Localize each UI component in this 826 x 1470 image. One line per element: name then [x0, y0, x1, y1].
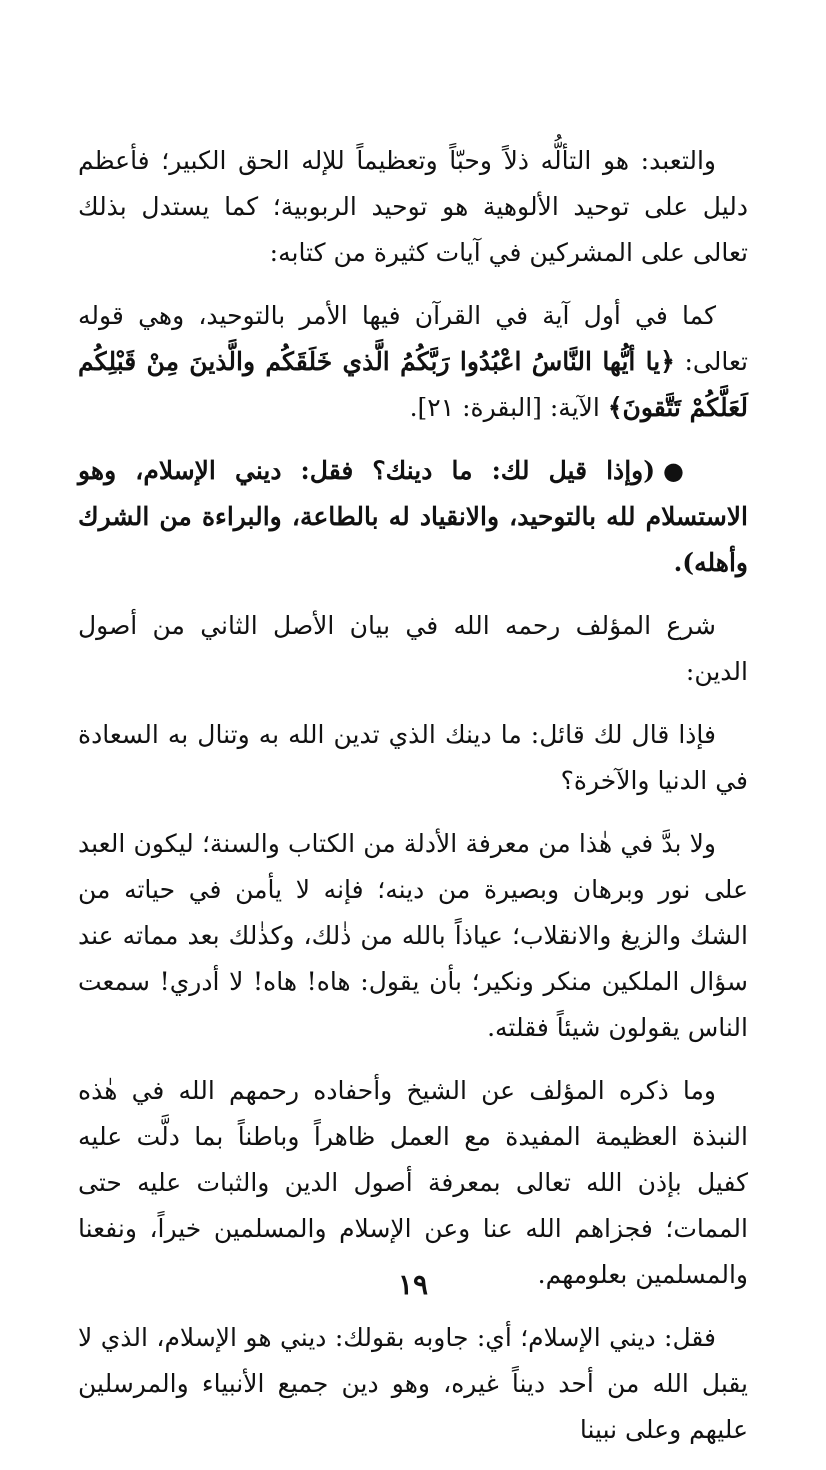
- verse-intro-text: كما في أول آية في القرآن فيها الأمر بالتوحيد، وهي قوله تعالى:: [78, 301, 749, 376]
- paragraph-worship-definition: والتعبد: هو التألُّه ذلاً وحبّاً وتعظيماً للإله الحق الكبير؛ فأعظم دليل على توحيد الألوهية هو توحيد الربوبية؛ كما يستدل بذلك تعالى على المشركين في آيات كثيرة من كتابه:: [78, 146, 748, 267]
- paragraph-evidence: ولا بدَّ في هٰذا من معرفة الأدلة من الكتاب والسنة؛ ليكون العبد على نور وبرهان وبصيرة من دينه؛ فإنه لا يأمن في حياته من الشك والزيغ والانقلاب؛ عياذاً بالله من ذٰلك، وكذٰلك بعد مماته عند سؤال الملكين منكر ونكير؛ بأن يقول: هاه! هاه! لا أدري! سمعت الناس يقولون شيئاً فقلته.: [78, 829, 748, 1042]
- verse-reference: الآية: [البقرة: ٢١].: [409, 393, 600, 422]
- bullet-icon: ●: [663, 456, 684, 485]
- paragraph-second-principle: شرع المؤلف رحمه الله في بيان الأصل الثاني من أصول الدين:: [78, 611, 748, 686]
- paragraph-author-praise: وما ذكره المؤلف عن الشيخ وأحفاده رحمهم الله في هٰذه النبذة العظيمة المفيدة مع العمل ظاهراً وباطناً بما دلَّت عليه كفيل بإذن الله تعالى بمعرفة أصول الدين والثبات عليه حتى الممات؛ فجزاهم الله عنا وعن الإسلام والمسلمين خيراً، ونفعنا والمسلمين بعلومهم.: [78, 1076, 748, 1289]
- quran-verse: ﴿يا أيُّها النَّاسُ اعْبُدُوا رَبَّكُمُ الَّذي خَلَقَكُم والَّذينَ مِنْ قَبْلِكُم لَعَلَّكُمْ تَتَّقونَ﴾: [78, 347, 748, 422]
- matn-text: (وإذا قيل لك: ما دينك؟ فقل: ديني الإسلام، وهو الاستسلام لله بالتوحيد، والانقياد له بالطاعة، والبراءة من الشرك وأهله).: [78, 456, 748, 577]
- paragraph-answer: فقل: ديني الإسلام؛ أي: جاوبه بقولك: ديني هو الإسلام، الذي لا يقبل الله من أحد ديناً غيره، وهو دين جميع الأنبياء والمرسلين عليهم وعلى نبينا: [78, 1323, 748, 1444]
- paragraph-question: فإذا قال لك قائل: ما دينك الذي تدين الله به وتنال به السعادة في الدنيا والآخرة؟: [78, 720, 748, 795]
- paragraph-first-verse: [78, 293, 748, 431]
- paragraph-matn-religion: [78, 448, 748, 586]
- page-number: ١٩: [397, 1268, 429, 1301]
